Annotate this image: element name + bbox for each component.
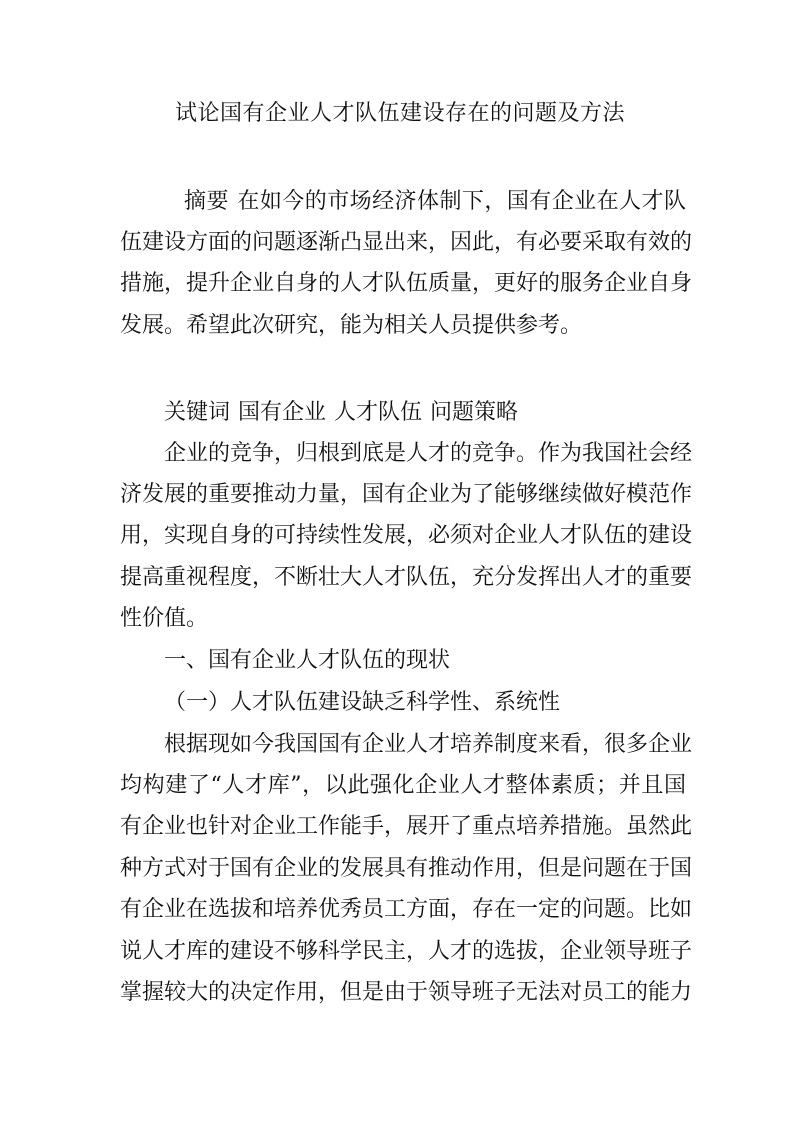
intro-line-5: 性价值。 [120,606,209,631]
keyword-3: 问题策略 [430,400,519,425]
abstract-label: 摘要 [184,189,229,214]
body-line-2: 均构建了“人才库”，以此强化企业人才整体素质；并且国 [120,773,686,798]
keyword-1: 国有企业 [238,400,327,425]
body-line-5: 有企业在选拔和培养优秀员工方面，存在一定的问题。比如 [120,897,693,922]
abstract-text-1: 在如今的市场经济体制下，国有企业在人才队 [236,189,686,214]
abstract-line-1 [184,186,686,218]
intro-line-2: 济发展的重要推动力量，国有企业为了能够继续做好模范作 [120,482,693,507]
abstract-line-4: 发展。希望此次研究，能为相关人员提供参考。 [120,313,583,338]
abstract-line-3: 措施，提升企业自身的人才队伍质量，更好的服务企业自身 [120,271,693,296]
document-title: 试论国有企业人才队伍建设存在的问题及方法 [174,101,625,126]
intro-line-3: 用，实现自身的可持续性发展，必须对企业人才队伍的建设 [120,523,693,548]
abstract-line-2: 伍建设方面的问题逐渐凸显出来，因此，有必要采取有效的 [120,230,693,255]
body-line-7: 掌握较大的决定作用，但是由于领导班子无法对员工的能力 [120,980,693,1005]
subsection-heading: （一）人才队伍建设缺乏科学性、系统性 [164,690,561,715]
keywords-label: 关键词 [164,400,231,425]
intro-line-1: 企业的竞争，归根到底是人才的竞争。作为我国社会经 [164,441,693,466]
body-line-6: 说人才库的建设不够科学民主，人才的选拔，企业领导班子 [120,939,693,964]
body-line-4: 种方式对于国有企业的发展具有推动作用，但是问题在于国 [120,856,693,881]
section-heading: 一、国有企业人才队伍的现状 [164,648,451,673]
intro-line-4: 提高重视程度，不断壮大人才队伍，充分发挥出人才的重要 [120,565,693,590]
keyword-2: 人才队伍 [334,400,423,425]
body-line-1: 根据现如今我国国有企业人才培养制度来看，很多企业 [164,732,693,757]
body-line-3: 有企业也针对企业工作能手，展开了重点培养措施。虽然此 [120,814,693,839]
keywords-line [164,397,518,429]
